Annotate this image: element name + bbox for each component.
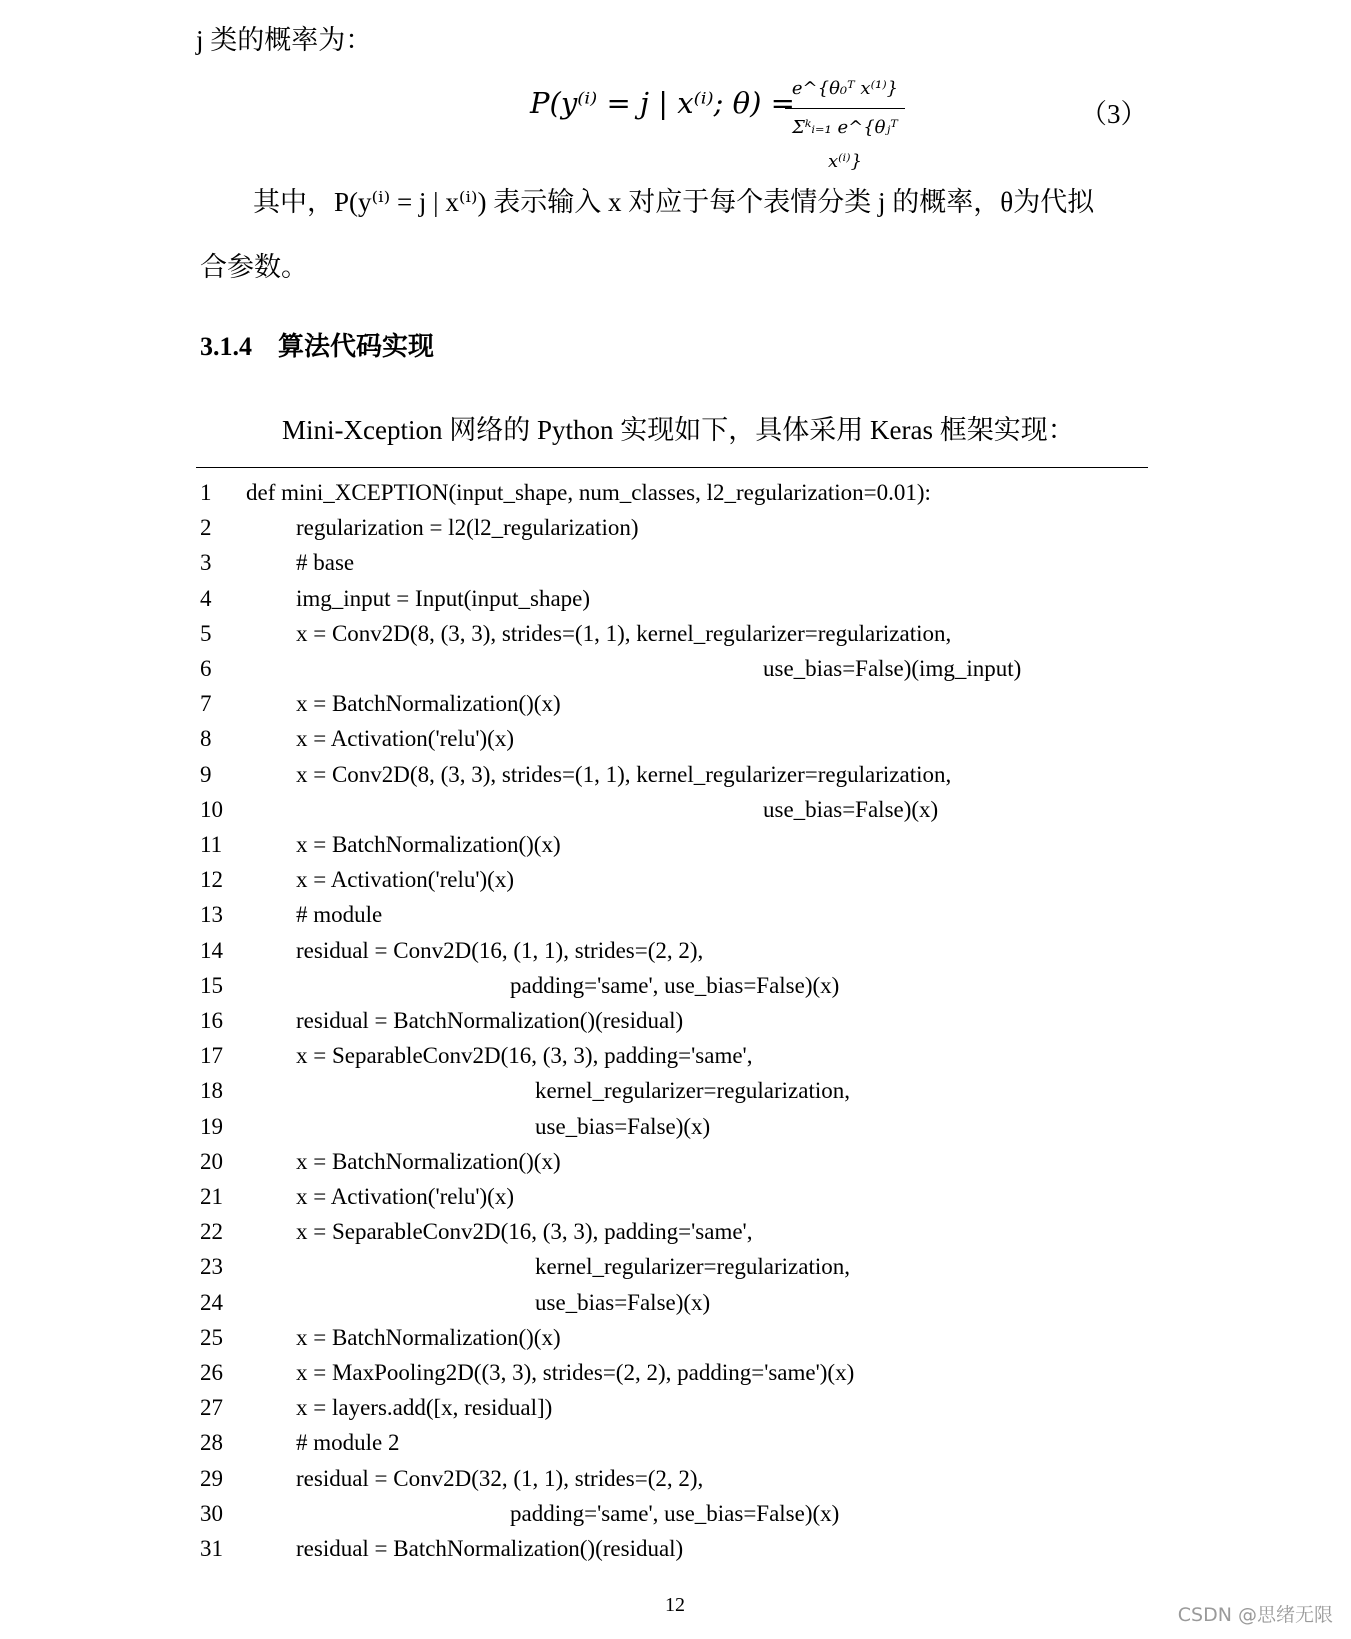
code-line-text: use_bias=False)(x) bbox=[535, 1289, 711, 1315]
code-line-text: x = Conv2D(8, (3, 3), strides=(1, 1), kernel_regularizer=regularization, bbox=[296, 620, 952, 646]
code-line-text: use_bias=False)(img_input) bbox=[763, 656, 1022, 681]
code-line-text: # module bbox=[296, 902, 383, 928]
code-line-number: 25 bbox=[200, 1324, 223, 1350]
code-line-text: padding='same', use_bias=False)(x) bbox=[510, 972, 840, 998]
equation-lhs: P(y⁽ⁱ⁾ = j | x⁽ⁱ⁾; θ) = bbox=[530, 86, 795, 120]
equation-number: （3） bbox=[1080, 99, 1148, 129]
code-line-text: residual = Conv2D(32, (1, 1), strides=(2, 2), bbox=[296, 1465, 704, 1491]
code-line-number: 22 bbox=[200, 1219, 223, 1245]
code-line-number: 2 bbox=[200, 515, 212, 541]
code-line-text: x = SeparableConv2D(16, (3, 3), padding='same', bbox=[296, 1043, 753, 1069]
code-line-number: 5 bbox=[200, 620, 212, 646]
code-line-number: 4 bbox=[200, 585, 212, 611]
csdn-watermark: CSDN @思绪无限 bbox=[1177, 1604, 1333, 1626]
code-line-number: 18 bbox=[200, 1078, 223, 1104]
code-line-text: use_bias=False)(x) bbox=[535, 1113, 711, 1139]
code-line-text: x = BatchNormalization()(x) bbox=[296, 832, 561, 857]
code-line-number: 11 bbox=[200, 832, 223, 857]
code-line-number: 15 bbox=[200, 972, 223, 998]
top-text: j 类的概率为： bbox=[196, 25, 373, 55]
code-line-number: 9 bbox=[200, 761, 212, 787]
code-line-text: residual = BatchNormalization()(residual) bbox=[296, 1008, 684, 1033]
code-line-number: 10 bbox=[200, 796, 223, 822]
code-line-number: 8 bbox=[200, 726, 212, 752]
code-line-number: 7 bbox=[200, 691, 212, 717]
fraction-bar bbox=[785, 108, 905, 109]
code-line-text: use_bias=False)(x) bbox=[763, 796, 939, 822]
code-line-number: 26 bbox=[200, 1360, 223, 1385]
code-line-text: kernel_regularizer=regularization, bbox=[535, 1254, 850, 1280]
code-line-number: 23 bbox=[200, 1254, 223, 1280]
code-line-text: x = Conv2D(8, (3, 3), strides=(1, 1), kernel_regularizer=regularization, bbox=[296, 761, 952, 787]
section-heading: 3.1.4 算法代码实现 bbox=[200, 332, 435, 361]
code-line-number: 1 bbox=[200, 480, 212, 505]
code-top-rule bbox=[196, 467, 1148, 468]
code-line-text: regularization = l2(l2_regularization) bbox=[296, 515, 639, 541]
code-line-number: 13 bbox=[200, 902, 223, 928]
paragraph-line-2: 合参数。 bbox=[200, 252, 308, 282]
code-line-number: 21 bbox=[200, 1184, 223, 1209]
code-line-number: 27 bbox=[200, 1395, 223, 1421]
code-line-text: x = BatchNormalization()(x) bbox=[296, 1324, 561, 1350]
code-line-number: 30 bbox=[200, 1500, 223, 1526]
code-line-text: residual = Conv2D(16, (1, 1), strides=(2, 2), bbox=[296, 937, 704, 963]
code-line-number: 19 bbox=[200, 1113, 223, 1139]
code-line-text: x = Activation('relu')(x) bbox=[296, 726, 514, 752]
code-line-text: x = SeparableConv2D(16, (3, 3), padding='same', bbox=[296, 1219, 753, 1245]
code-line-number: 24 bbox=[200, 1289, 223, 1315]
code-line-number: 17 bbox=[200, 1043, 223, 1069]
code-intro: Mini-Xception 网络的 Python 实现如下，具体采用 Keras 框架实现： bbox=[282, 415, 1075, 445]
equation-denominator: Σᵏᵢ₌₁ e^{θⱼᵀ x⁽ⁱ⁾} bbox=[792, 117, 898, 172]
code-line-number: 20 bbox=[200, 1148, 223, 1174]
code-line-text: padding='same', use_bias=False)(x) bbox=[510, 1500, 840, 1526]
code-line-text: x = BatchNormalization()(x) bbox=[296, 691, 561, 717]
code-line-text: def mini_XCEPTION(input_shape, num_classes, l2_regularization=0.01): bbox=[246, 480, 931, 505]
code-line-text: x = MaxPooling2D((3, 3), strides=(2, 2), padding='same')(x) bbox=[296, 1360, 855, 1385]
code-line-text: x = Activation('relu')(x) bbox=[296, 867, 514, 893]
code-line-text: x = Activation('relu')(x) bbox=[296, 1184, 514, 1209]
code-line-text: # base bbox=[296, 550, 355, 576]
code-line-number: 29 bbox=[200, 1465, 223, 1491]
code-line-text: # module 2 bbox=[296, 1430, 400, 1456]
code-line-number: 12 bbox=[200, 867, 223, 893]
paragraph-line-1: 其中，P(y⁽ⁱ⁾ = j | x⁽ⁱ⁾) 表示输入 x 对应于每个表情分类 j 的概率，θ为代拟 bbox=[253, 187, 1095, 217]
page-number: 12 bbox=[665, 1594, 685, 1616]
code-line-text: residual = BatchNormalization()(residual) bbox=[296, 1536, 684, 1561]
code-line-number: 6 bbox=[200, 656, 212, 681]
code-line-number: 16 bbox=[200, 1008, 223, 1033]
equation-numerator: e^{θ₀ᵀ x⁽¹⁾} bbox=[791, 78, 899, 99]
code-line-number: 28 bbox=[200, 1430, 223, 1456]
code-line-number: 3 bbox=[200, 550, 212, 576]
code-line-text: img_input = Input(input_shape) bbox=[296, 585, 591, 611]
code-line-text: x = layers.add([x, residual]) bbox=[296, 1395, 553, 1421]
code-line-text: kernel_regularizer=regularization, bbox=[535, 1078, 850, 1104]
code-line-number: 31 bbox=[200, 1536, 223, 1561]
code-line-number: 14 bbox=[200, 937, 223, 963]
equation-fraction bbox=[785, 72, 905, 179]
code-line-text: x = BatchNormalization()(x) bbox=[296, 1148, 561, 1174]
